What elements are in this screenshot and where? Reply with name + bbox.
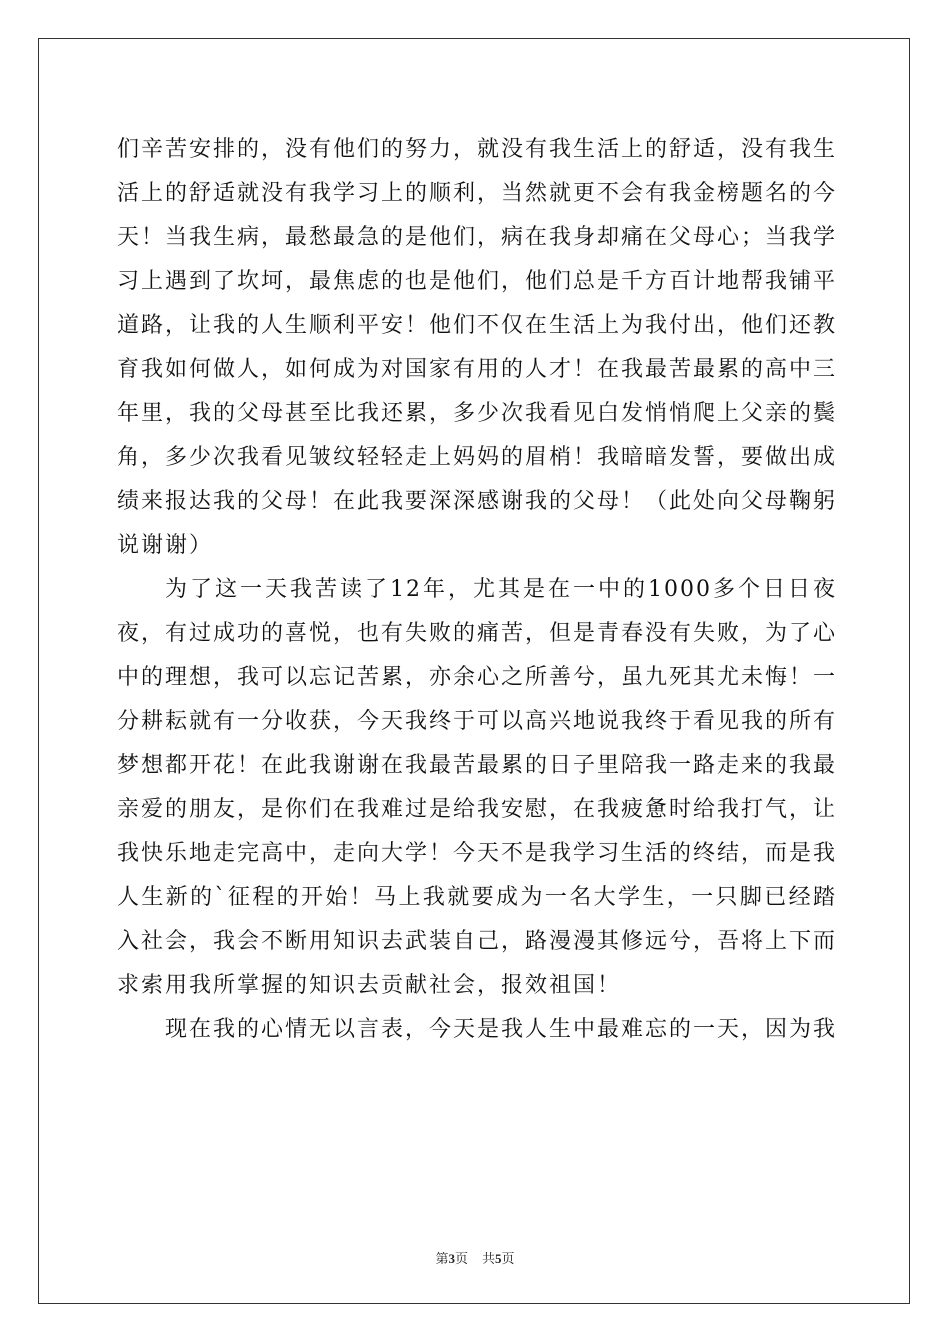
paragraph-continued: 们辛苦安排的，没有他们的努力，就没有我生活上的舒适，没有我生活上的舒适就没有我学习上的顺利，当然就更不会有我金榜题名的今天！当我生病，最愁最急的是他们，病在我身却痛在父母心；当我学习上遇到了坎坷，最焦虑的也是他们，他们总是千方百计地帮我铺平道路，让我的人生顺利平安！他们不仅在生活上为我付出，他们还教育我如何做人，如何成为对国家有用的人才！在我最苦最累的高中三年里，我的父母甚至比我还累，多少次我看见白发悄悄爬上父亲的鬓角，多少次我看见皱纹轻轻走上妈妈的眉梢！我暗暗发誓，要做出成绩来报达我的父母！在此我要深深感谢我的父母！（此处向父母鞠躬说谢谢） xyxy=(117,137,838,558)
document-body xyxy=(117,128,837,1052)
paragraph: 为了这一天我苦读了12年，尤其是在一中的1000多个日日夜夜，有过成功的喜悦，也有失败的痛苦，但是青春没有失败，为了心中的理想，我可以忘记苦累，亦余心之所善兮，虽九死其尤未悔！一分耕耘就有一分收获，今天我终于可以高兴地说我终于看见我的所有梦想都开花！在此我谢谢在我最苦最累的日子里陪我一路走来的我最亲爱的朋友，是你们在我难过是给我安慰，在我疲惫时给我打气，让我快乐地走完高中，走向大学！今天不是我学习生活的终结，而是我人生新的`征程的开始！马上我就要成为一名大学生，一只脚已经踏入社会，我会不断用知识去武装自己，路漫漫其修远兮，吾将上下而求索用我所掌握的知识去贡献社会，报效祖国！ xyxy=(117,577,838,998)
paragraph: 现在我的心情无以言表，今天是我人生中最难忘的一天，因为我 xyxy=(165,1017,838,1042)
total-prefix: 共 xyxy=(482,1252,496,1267)
page-suffix: 页 xyxy=(454,1252,468,1267)
page-prefix: 第 xyxy=(435,1252,449,1267)
page-footer xyxy=(0,1248,950,1267)
current-page-number: 3 xyxy=(448,1251,455,1266)
total-pages-number: 5 xyxy=(495,1251,502,1266)
total-suffix: 页 xyxy=(501,1252,515,1267)
